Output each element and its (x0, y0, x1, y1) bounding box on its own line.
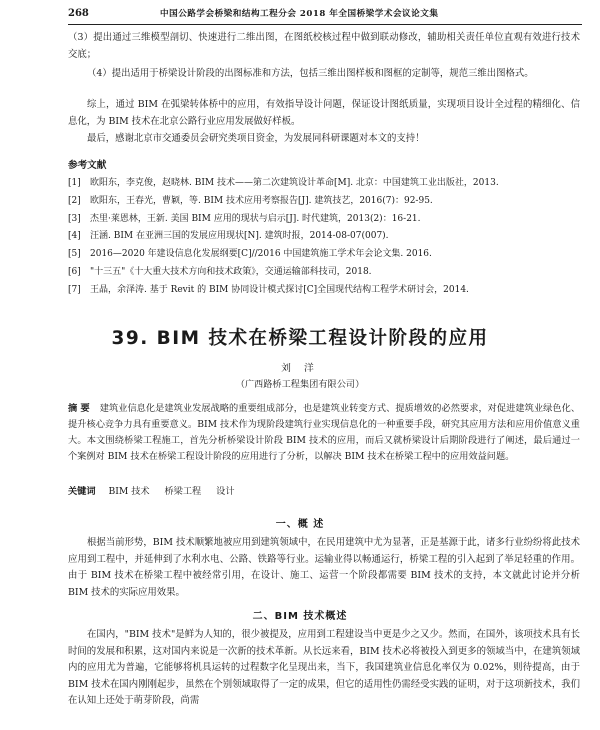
keyword: 设计 (216, 486, 235, 497)
author-affiliation: （广西路桥工程集团有限公司） (235, 379, 365, 390)
running-title: 中国公路学会桥梁和结构工程分会 2018 年全国桥梁学术会议论文集 (160, 9, 439, 19)
paragraph-summary: 综上，通过 BIM 在弧梁转体桥中的应用，有效指导设计问题，保证设计图纸质量，实现项目设计全过程的精细化、信息化，为 BIM 技术在北京公路行业应用发展做好样板。 (68, 99, 580, 127)
reference-item: [3] 杰里·莱恩林，王新. 美国 BIM 应用的现状与启示[J]. 时代建筑，2013(2)：16-21. (68, 213, 421, 224)
abstract (68, 401, 580, 465)
keyword: 桥梁工程 (164, 486, 202, 497)
abstract-label: 摘 要 (68, 403, 90, 414)
references-heading: 参考文献 (68, 160, 107, 171)
paragraph-item-4: （4）提出适用于桥梁设计阶段的出图标准和方法，包括三维出图样板和图框的定制等，规范三维出图格式。 (87, 68, 534, 79)
paragraph-acknowledgement: 最后，感谢北京市交通委员会研究类项目资金，为发展同科研课题对本文的支持！ (87, 133, 425, 144)
keywords-label: 关键词 (68, 486, 96, 497)
keywords (68, 483, 247, 497)
article-title: 39. BIM 技术在桥梁工程设计阶段的应用 (111, 328, 489, 349)
reference-item: [1] 欧阳东，李克俊，赵晓林. BIM 技术——第二次建筑设计革命[M]. 北京：中国建筑工业出版社，2013. (68, 178, 499, 188)
running-header (68, 6, 582, 25)
reference-item: [6] "十三五"《十大重大技术方向和技术政策》，交通运输部科技司，2018. (68, 266, 372, 277)
section-overview-text: 根据当前形势，BIM 技术顺繁地被应用到建筑领域中，在民用建筑中尤为显著，正是基源于此，诸多行业纷纷将此技术应用到工程中，并延伸到了水利水电、公路、铁路等行业。运输业得以畅通运行，桥梁工程的引入起到了举足轻重的作用。由于 BIM 技术在桥梁工程中被经常引用，在设计、施工、运营一个阶段都需要 BIM 技术的支持，本文就此讨论并分析 BIM 技术的实际应用效果。 (68, 537, 580, 598)
paragraph-item-3: （3）提出通过三维模型剖切、快速进行二维出图，在图纸校核过程中做到联动修改，辅助相关责任单位直观有效进行技术交底； (68, 32, 580, 60)
reference-item: [2] 欧阳东，王春光，曹颖，等. BIM 技术应用考察报告[J]. 建筑技艺，2016(7)：92-95. (68, 195, 433, 206)
section-bim-text: 在国内，"BIM 技术"是鲜为人知的，很少被提及，应用到工程建设当中更是少之又少。然而，在国外，该项技术具有长时间的发展和积累，这对国内来说是一次新的技术革新。从长远来看，BIM 技术必将被投入到更多的领域当中，在建筑领域内的应用尤为普遍，它能够将机具运转的过程数字化呈现出来，当下，我国建筑业信息化率仅为 0.02%，则待提高，由于 BIM 技术在国内刚刚起步，虽然在个别领域取得了一定的成果，但它的适用性仍需经受实践的证明，对于这项新技术，我们在认知上还处于萌芽阶段，尚需 (68, 629, 580, 706)
keyword: BIM 技术 (108, 486, 150, 497)
reference-list (68, 175, 580, 300)
author-name: 刘 洋 (281, 363, 319, 374)
page-number: 268 (68, 8, 89, 19)
reference-item: [5] 2016—2020 年建设信息化发展纲要[C]//2016 中国建筑施工学术年会论文集. 2016. (68, 249, 432, 260)
reference-item: [7] 王晶，余泽涛. 基于 Revit 的 BIM 协同设计模式探讨[C]全国现代结构工程学术研讨会，2014. (68, 284, 469, 295)
section-heading-overview: 一、概 述 (275, 519, 325, 530)
section-heading-bim: 二、BIM 技术概述 (252, 611, 348, 622)
reference-item: [4] 汪涵. BIM 在亚洲三国的发展应用现状[N]. 建筑时报，2014-08-07(007). (68, 231, 389, 242)
abstract-text: 建筑业信息化是建筑业发展战略的重要组成部分，也是建筑业转变方式、提质增效的必然要求，对促进建筑业绿色化、提升核心竞争力具有重要意义。BIM 技术作为现阶段建筑行业实现信息化的一种重要手段，研究其应用方法和应用价值意义重大。本文围绕桥梁工程施工，首先分析桥梁设计阶段 BIM 技术的应用，而后又就桥梁设计后期阶段进行了阐述，最后通过一个案例对 BIM 技术在桥梁工程设计阶段的应用进行了分析，以解决 BIM 技术在桥梁工程中的应用效益问题。 (68, 403, 581, 462)
